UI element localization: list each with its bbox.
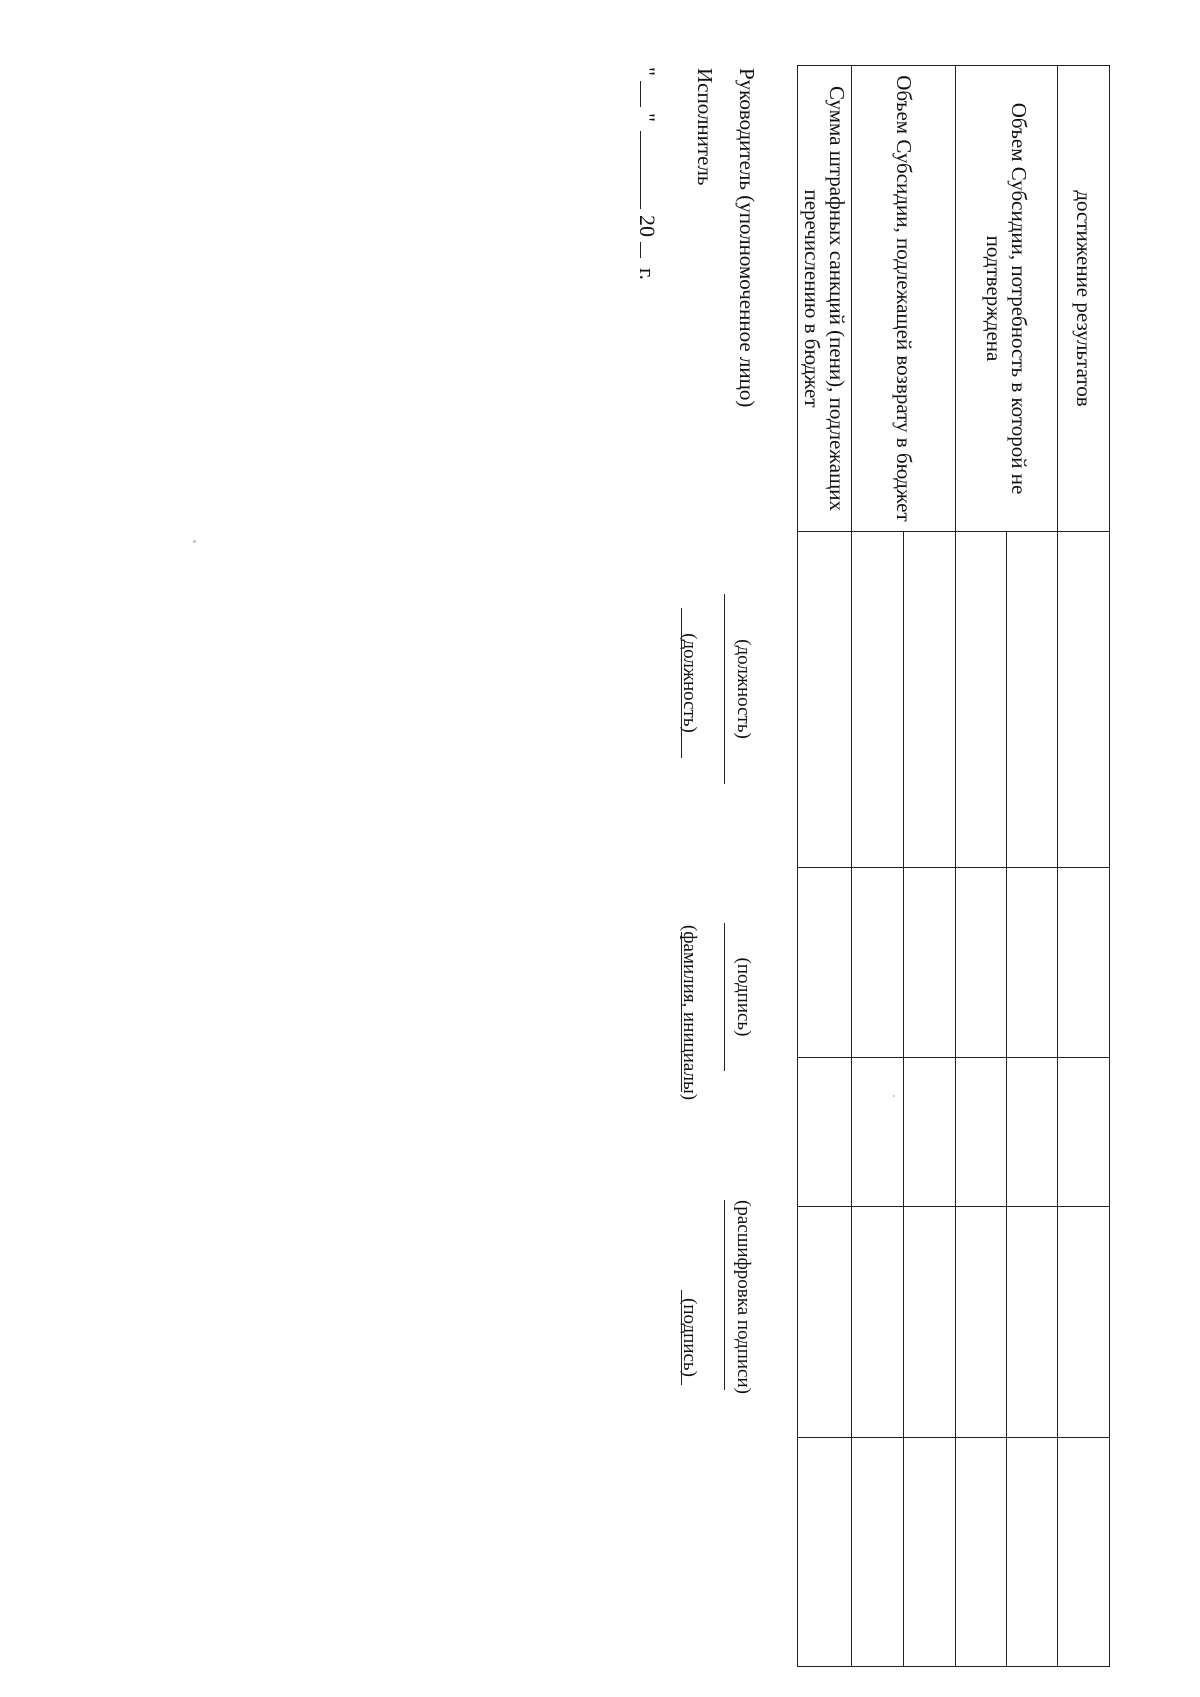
table-row [904, 66, 956, 1667]
date-quote-close: " [635, 112, 660, 122]
month-blank[interactable] [640, 131, 659, 209]
day-blank[interactable] [640, 81, 659, 107]
table-cell [956, 1207, 1007, 1438]
table-cell [798, 868, 852, 1058]
table-cell [904, 532, 956, 868]
table-cell [798, 532, 852, 868]
table-cell [1058, 1058, 1110, 1207]
head-label: Руководитель (уполномоченное лицо) [735, 68, 759, 408]
date-quote-open: " [635, 67, 660, 76]
year-suffix: г. [635, 267, 660, 281]
table-cell [1007, 1058, 1058, 1207]
table-cell [852, 1058, 904, 1207]
table-cell [904, 1207, 956, 1438]
year-blank[interactable] [640, 242, 659, 258]
table-cell [1007, 532, 1058, 868]
table-row [1007, 66, 1058, 1667]
table-row [798, 66, 852, 1667]
year-prefix: 20 [635, 214, 660, 237]
table-cell [1058, 532, 1110, 868]
executor-position-caption: (должность) [679, 633, 700, 733]
table-cell [956, 1058, 1007, 1207]
row-label-unconfirmed-subsidy: Объем Субсидии, потребность в которой не подтверждена [956, 66, 1058, 532]
table-cell [852, 1207, 904, 1438]
head-position-line [724, 594, 725, 784]
table-cell [956, 868, 1007, 1058]
head-decoding-caption: (расшифровка подписи) [733, 1200, 754, 1394]
row-label-subsidy-return: Объем Субсидии, подлежащей возврату в бюджет [852, 66, 956, 532]
subsidy-report-table [797, 65, 1110, 1667]
table-cell [852, 532, 904, 868]
table-cell [798, 1058, 852, 1207]
table-cell [852, 1438, 904, 1667]
table-cell [1058, 868, 1110, 1058]
head-signature-caption: (подпись) [733, 957, 754, 1037]
head-position-caption: (должность) [733, 639, 754, 739]
table-cell [956, 532, 1007, 868]
scan-speck [893, 1095, 895, 1097]
head-decoding-line [724, 1200, 725, 1390]
row-label-penalties: Сумма штрафных санкций (пени), подлежащих перечислению в бюджет [798, 66, 852, 532]
table-cell [956, 1438, 1007, 1667]
executor-signature-caption: (подпись) [679, 1298, 700, 1377]
executor-name-caption: (фамилия, инициалы) [679, 924, 700, 1101]
row-label-results: достижение результатов [1058, 66, 1110, 532]
table-cell [798, 1207, 852, 1438]
table-cell [1058, 1438, 1110, 1667]
table-cell [1058, 1207, 1110, 1438]
table-cell [1007, 1438, 1058, 1667]
table-cell [798, 1438, 852, 1667]
table-cell [852, 868, 904, 1058]
table-cell [1007, 868, 1058, 1058]
date-field[interactable] [634, 67, 660, 280]
table-cell [904, 1058, 956, 1207]
table-cell [1007, 1207, 1058, 1438]
scan-speck [193, 540, 196, 543]
table-cell [904, 1438, 956, 1667]
executor-label: Исполнитель [693, 68, 717, 186]
head-signature-line [724, 923, 725, 1071]
table-row [1058, 66, 1110, 1667]
table-cell [904, 868, 956, 1058]
